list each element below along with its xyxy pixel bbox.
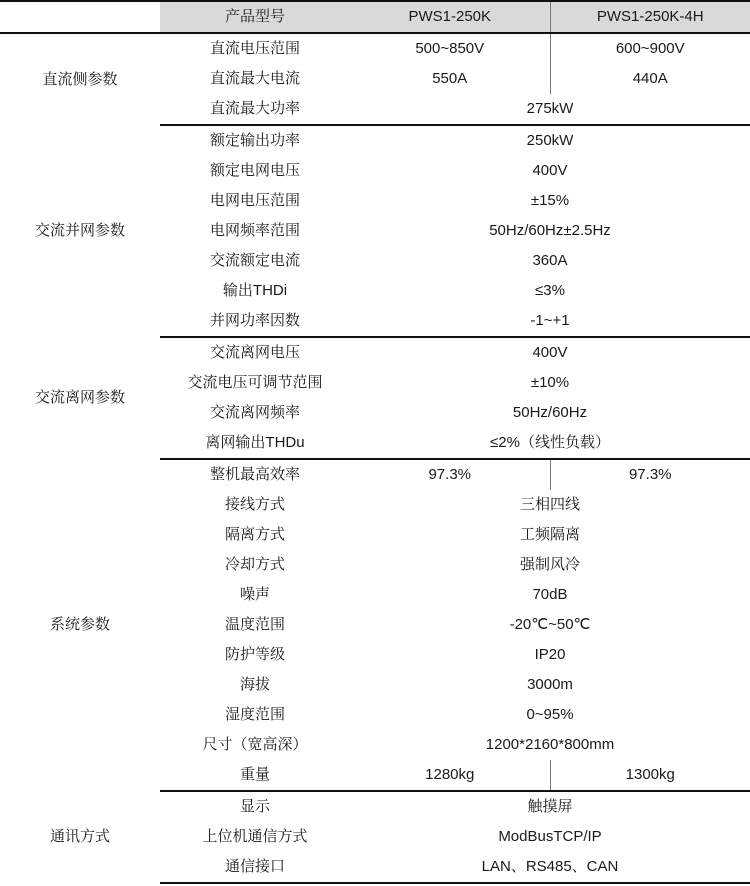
parameter-label: 并网功率因数 [160, 306, 350, 337]
table-body [0, 1, 750, 883]
parameter-label: 电网电压范围 [209, 192, 300, 209]
parameter-value-model-2: 440A [632, 70, 668, 87]
parameter-value-shared: -1~+1 [350, 306, 750, 337]
parameter-value-shared: ±10% [530, 374, 570, 391]
parameter-value-shared: 360A [532, 252, 568, 269]
parameter-label: 上位机通信方式 [202, 828, 308, 845]
parameter-label: 离网输出THDu [160, 428, 350, 459]
parameter-label: 尺寸（宽高深） [202, 736, 308, 753]
parameter-value-shared: ±15% [530, 192, 570, 209]
parameter-label: 额定输出功率 [209, 132, 300, 149]
parameter-label: 交流电压可调节范围 [187, 374, 323, 391]
parameter-value-shared: 400V [532, 344, 568, 361]
parameter-label: 温度范围 [224, 616, 285, 633]
parameter-label: 直流最大功率 [160, 94, 350, 125]
parameter-label: 接线方式 [224, 496, 285, 513]
group-label: 系统参数 [49, 616, 110, 633]
parameter-value-shared: 275kW [350, 94, 750, 125]
parameter-label: 整机最高效率 [209, 466, 300, 483]
parameter-label: 湿度范围 [224, 706, 285, 723]
parameter-value-model-2: 600~900V [615, 40, 685, 57]
parameter-label: 交流离网电压 [209, 344, 300, 361]
table-row [0, 33, 750, 64]
table-row [0, 337, 750, 368]
parameter-value-shared: 强制风冷 [519, 556, 580, 573]
group-label: 交流离网参数 [34, 389, 125, 406]
parameter-value-model-2: 1300kg [550, 760, 750, 791]
parameter-value-model-1: 1280kg [350, 760, 550, 791]
table-header-row [0, 1, 750, 33]
parameter-label: 直流电压范围 [209, 40, 300, 57]
parameter-value-shared: ≤2%（线性负载） [350, 428, 750, 459]
parameter-value-shared: 1200*2160*800mm [485, 736, 615, 753]
group-label: 交流并网参数 [34, 222, 125, 239]
parameter-value-shared: 触摸屏 [527, 798, 573, 815]
parameter-label: 显示 [239, 798, 270, 815]
parameter-value-shared: 400V [532, 162, 568, 179]
parameter-value-shared: -20℃~50℃ [509, 616, 591, 633]
parameter-label: 重量 [160, 760, 350, 791]
parameter-value-model-1: 500~850V [350, 33, 550, 64]
header-group-blank [0, 1, 160, 33]
parameter-label: 直流最大电流 [209, 70, 300, 87]
parameter-value-shared: 70dB [532, 586, 568, 603]
parameter-label: 额定电网电压 [209, 162, 300, 179]
group-label: 通讯方式 [49, 828, 110, 845]
parameter-label: 电网频率范围 [209, 222, 300, 239]
parameter-value-shared: 3000m [527, 676, 573, 693]
parameter-value-shared: ≤3% [535, 282, 565, 299]
group-label: 直流侧参数 [42, 70, 118, 88]
parameter-label: 海拔 [239, 676, 270, 693]
parameter-value-shared: LAN、RS485、CAN [350, 852, 750, 883]
parameter-value-shared: 250kW [526, 132, 574, 149]
header-product-model: 产品型号 [160, 1, 350, 33]
parameter-label: 交流离网频率 [209, 404, 300, 421]
parameter-value-model-2: 97.3% [628, 466, 672, 483]
table-row [0, 125, 750, 156]
parameter-value-shared: IP20 [534, 646, 566, 663]
header-model-2: PWS1-250K-4H [550, 1, 750, 33]
parameter-value-model-1: 97.3% [350, 459, 550, 490]
parameter-value-shared: 三相四线 [519, 496, 580, 513]
parameter-label: 输出THDi [222, 282, 288, 299]
parameter-value-shared: 50Hz/60Hz±2.5Hz [489, 222, 611, 239]
parameter-label: 冷却方式 [224, 556, 285, 573]
parameter-value-shared: 工频隔离 [519, 526, 580, 543]
parameter-label: 隔离方式 [224, 526, 285, 543]
parameter-label: 通信接口 [160, 852, 350, 883]
parameter-label: 防护等级 [224, 646, 285, 663]
parameter-value-model-1: 550A [350, 64, 550, 94]
parameter-label: 噪声 [239, 586, 270, 603]
parameter-value-shared: 50Hz/60Hz [512, 404, 588, 421]
parameter-value-shared: ModBusTCP/IP [498, 828, 602, 845]
table-row [0, 459, 750, 490]
header-model-1: PWS1-250K [350, 1, 550, 33]
table-row [0, 791, 750, 822]
parameter-value-shared: 0~95% [526, 706, 574, 723]
parameter-label: 交流额定电流 [209, 252, 300, 269]
